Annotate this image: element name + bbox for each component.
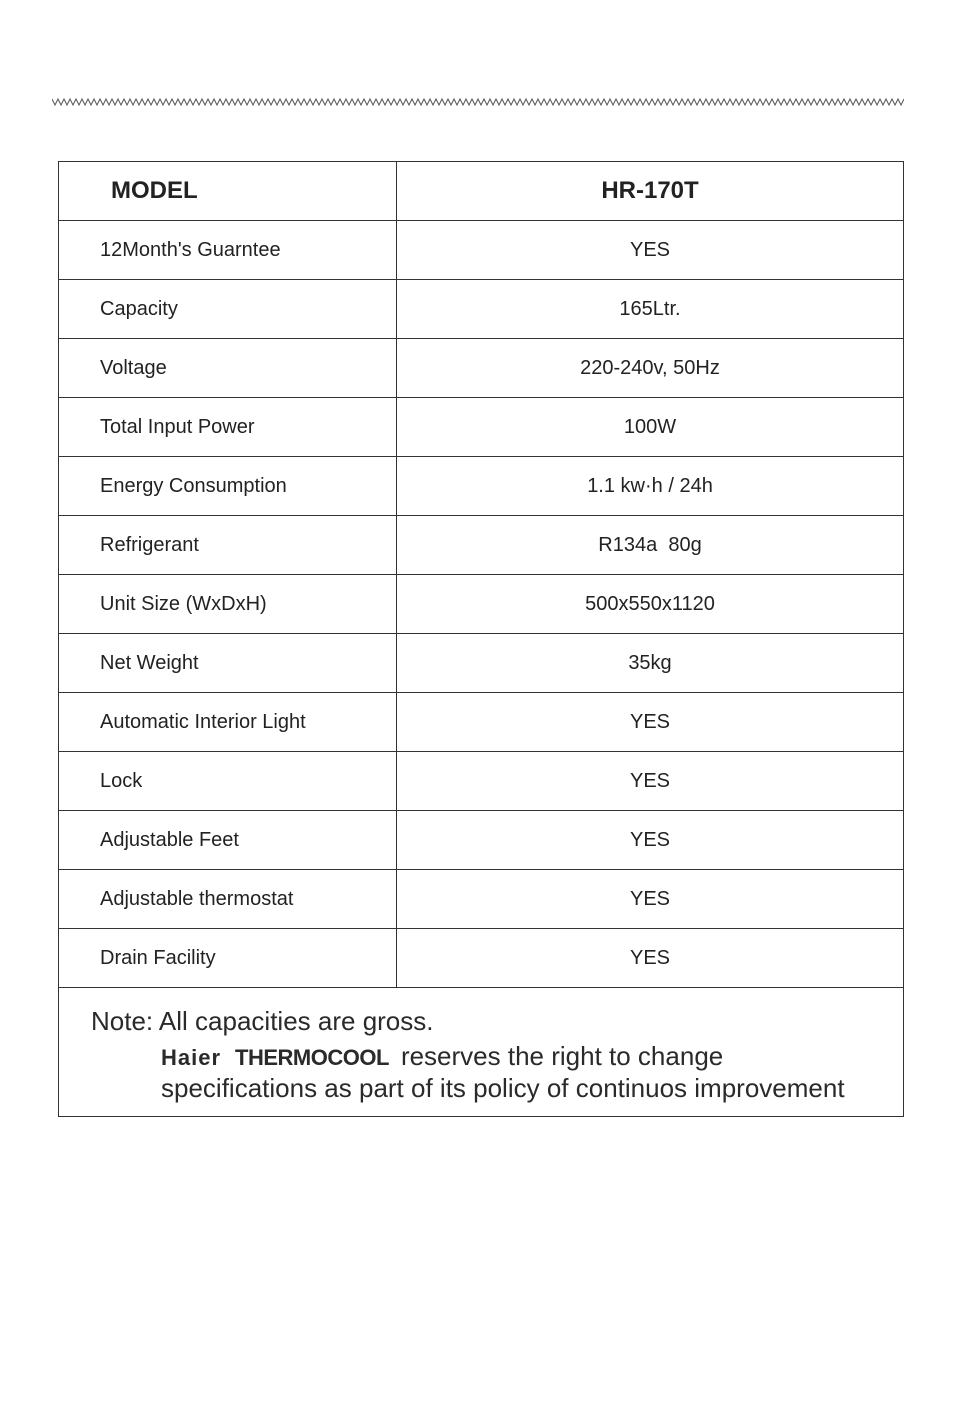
note-disclaimer [161, 1041, 903, 1104]
table-header-row [59, 162, 904, 221]
disclaimer-text-cont: specifications as part of its policy of continuos improvement [161, 1073, 845, 1103]
table-row [59, 221, 904, 280]
table-row [59, 870, 904, 929]
table-row [59, 811, 904, 870]
row-value: YES [397, 752, 904, 811]
row-label: Net Weight [59, 634, 397, 693]
row-value: R134a 80g [397, 516, 904, 575]
row-value: YES [397, 870, 904, 929]
spec-table [58, 161, 904, 1117]
row-label: Energy Consumption [59, 457, 397, 516]
table-row [59, 398, 904, 457]
row-value: YES [397, 929, 904, 988]
row-value: YES [397, 811, 904, 870]
row-label: Adjustable Feet [59, 811, 397, 870]
disclaimer-text: reserves the right to change [400, 1041, 724, 1071]
table-row [59, 929, 904, 988]
haier-logo: Haier [161, 1045, 222, 1070]
table-row [59, 457, 904, 516]
thermocool-logo: THERMOCOOL [235, 1045, 389, 1070]
row-value: 165Ltr. [397, 280, 904, 339]
table-row [59, 693, 904, 752]
table-row [59, 575, 904, 634]
row-value: 35kg [397, 634, 904, 693]
row-label: Drain Facility [59, 929, 397, 988]
row-value: 1.1 kw·h / 24h [397, 457, 904, 516]
row-value: 220-240v, 50Hz [397, 339, 904, 398]
table-row [59, 339, 904, 398]
zigzag-divider [52, 97, 904, 107]
note-cell [59, 988, 904, 1117]
row-label: Total Input Power [59, 398, 397, 457]
row-value: YES [397, 693, 904, 752]
row-label: Adjustable thermostat [59, 870, 397, 929]
row-label: Capacity [59, 280, 397, 339]
row-label: 12Month's Guarntee [59, 221, 397, 280]
row-value: YES [397, 221, 904, 280]
row-label: Voltage [59, 339, 397, 398]
row-label: Automatic Interior Light [59, 693, 397, 752]
model-label: MODEL [59, 162, 397, 221]
row-value: 500x550x1120 [397, 575, 904, 634]
table-row [59, 752, 904, 811]
row-label: Lock [59, 752, 397, 811]
table-row [59, 516, 904, 575]
note-row [59, 988, 904, 1117]
row-label: Refrigerant [59, 516, 397, 575]
table-row [59, 280, 904, 339]
row-label: Unit Size (WxDxH) [59, 575, 397, 634]
note-text: Note: All capacities are gross. [91, 1006, 434, 1036]
row-value: 100W [397, 398, 904, 457]
table-row [59, 634, 904, 693]
model-value: HR-170T [397, 162, 904, 221]
